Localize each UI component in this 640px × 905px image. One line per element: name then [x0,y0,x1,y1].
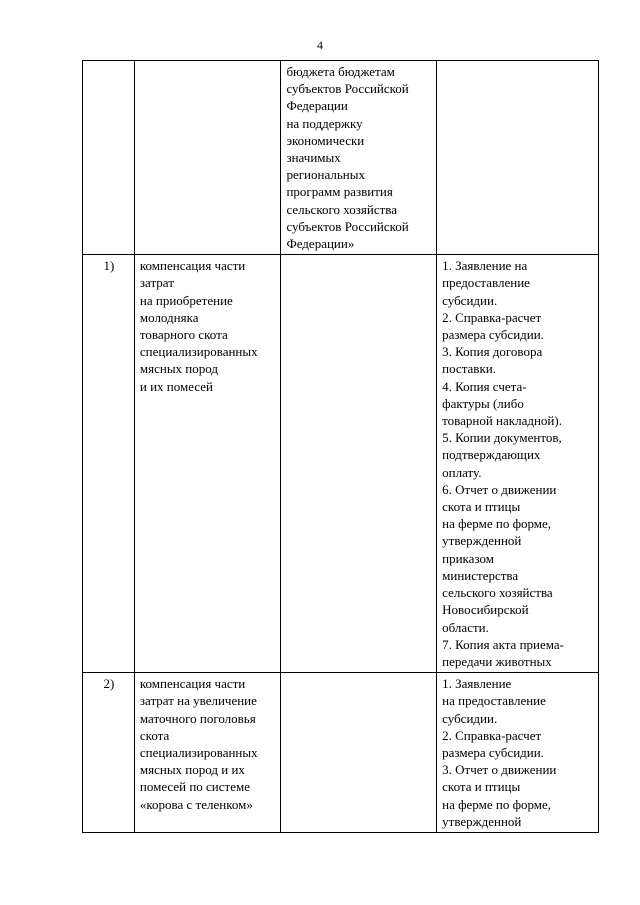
row-number-cell [83,61,135,255]
subsidy-name-cell: компенсация части затрат на увеличение маточного поголовья скота специализированных мясных пород и их помесей по системе «корова с теленком» [134,673,281,833]
row-number-cell: 2) [83,673,135,833]
legal-basis-cell: бюджета бюджетам субъектов Российской Федерации на поддержку экономически значимых региональных программ развития сельского хозяйства субъектов Российской Федерации» [281,61,437,255]
legal-basis-cell [281,673,437,833]
table-row [83,673,599,833]
subsidy-documents-table [82,60,599,833]
table-row [83,255,599,673]
required-documents-cell: 1. Заявление на предоставление субсидии. 2. Справка-расчет размера субсидии. 3. Копия договора поставки. 4. Копия счета- фактуры (либо товарной накладной). 5. Копии документов, подтверждающих оплату. 6. Отчет о движении скота и птицы на ферме по форме, утвержденной приказом министерства сельского хозяйства Новосибирской области. 7. Копия акта приема- передачи животных [437,255,599,673]
required-documents-cell [437,61,599,255]
row-number-cell: 1) [83,255,135,673]
required-documents-cell: 1. Заявление на предоставление субсидии. 2. Справка-расчет размера субсидии. 3. Отчет о движении скота и птицы на ферме по форме, утвержденной [437,673,599,833]
legal-basis-cell [281,255,437,673]
subsidy-name-cell: компенсация части затрат на приобретение молодняка товарного скота специализированных мясных пород и их помесей [134,255,281,673]
subsidy-name-cell [134,61,281,255]
page-number: 4 [317,38,323,52]
table-row [83,61,599,255]
